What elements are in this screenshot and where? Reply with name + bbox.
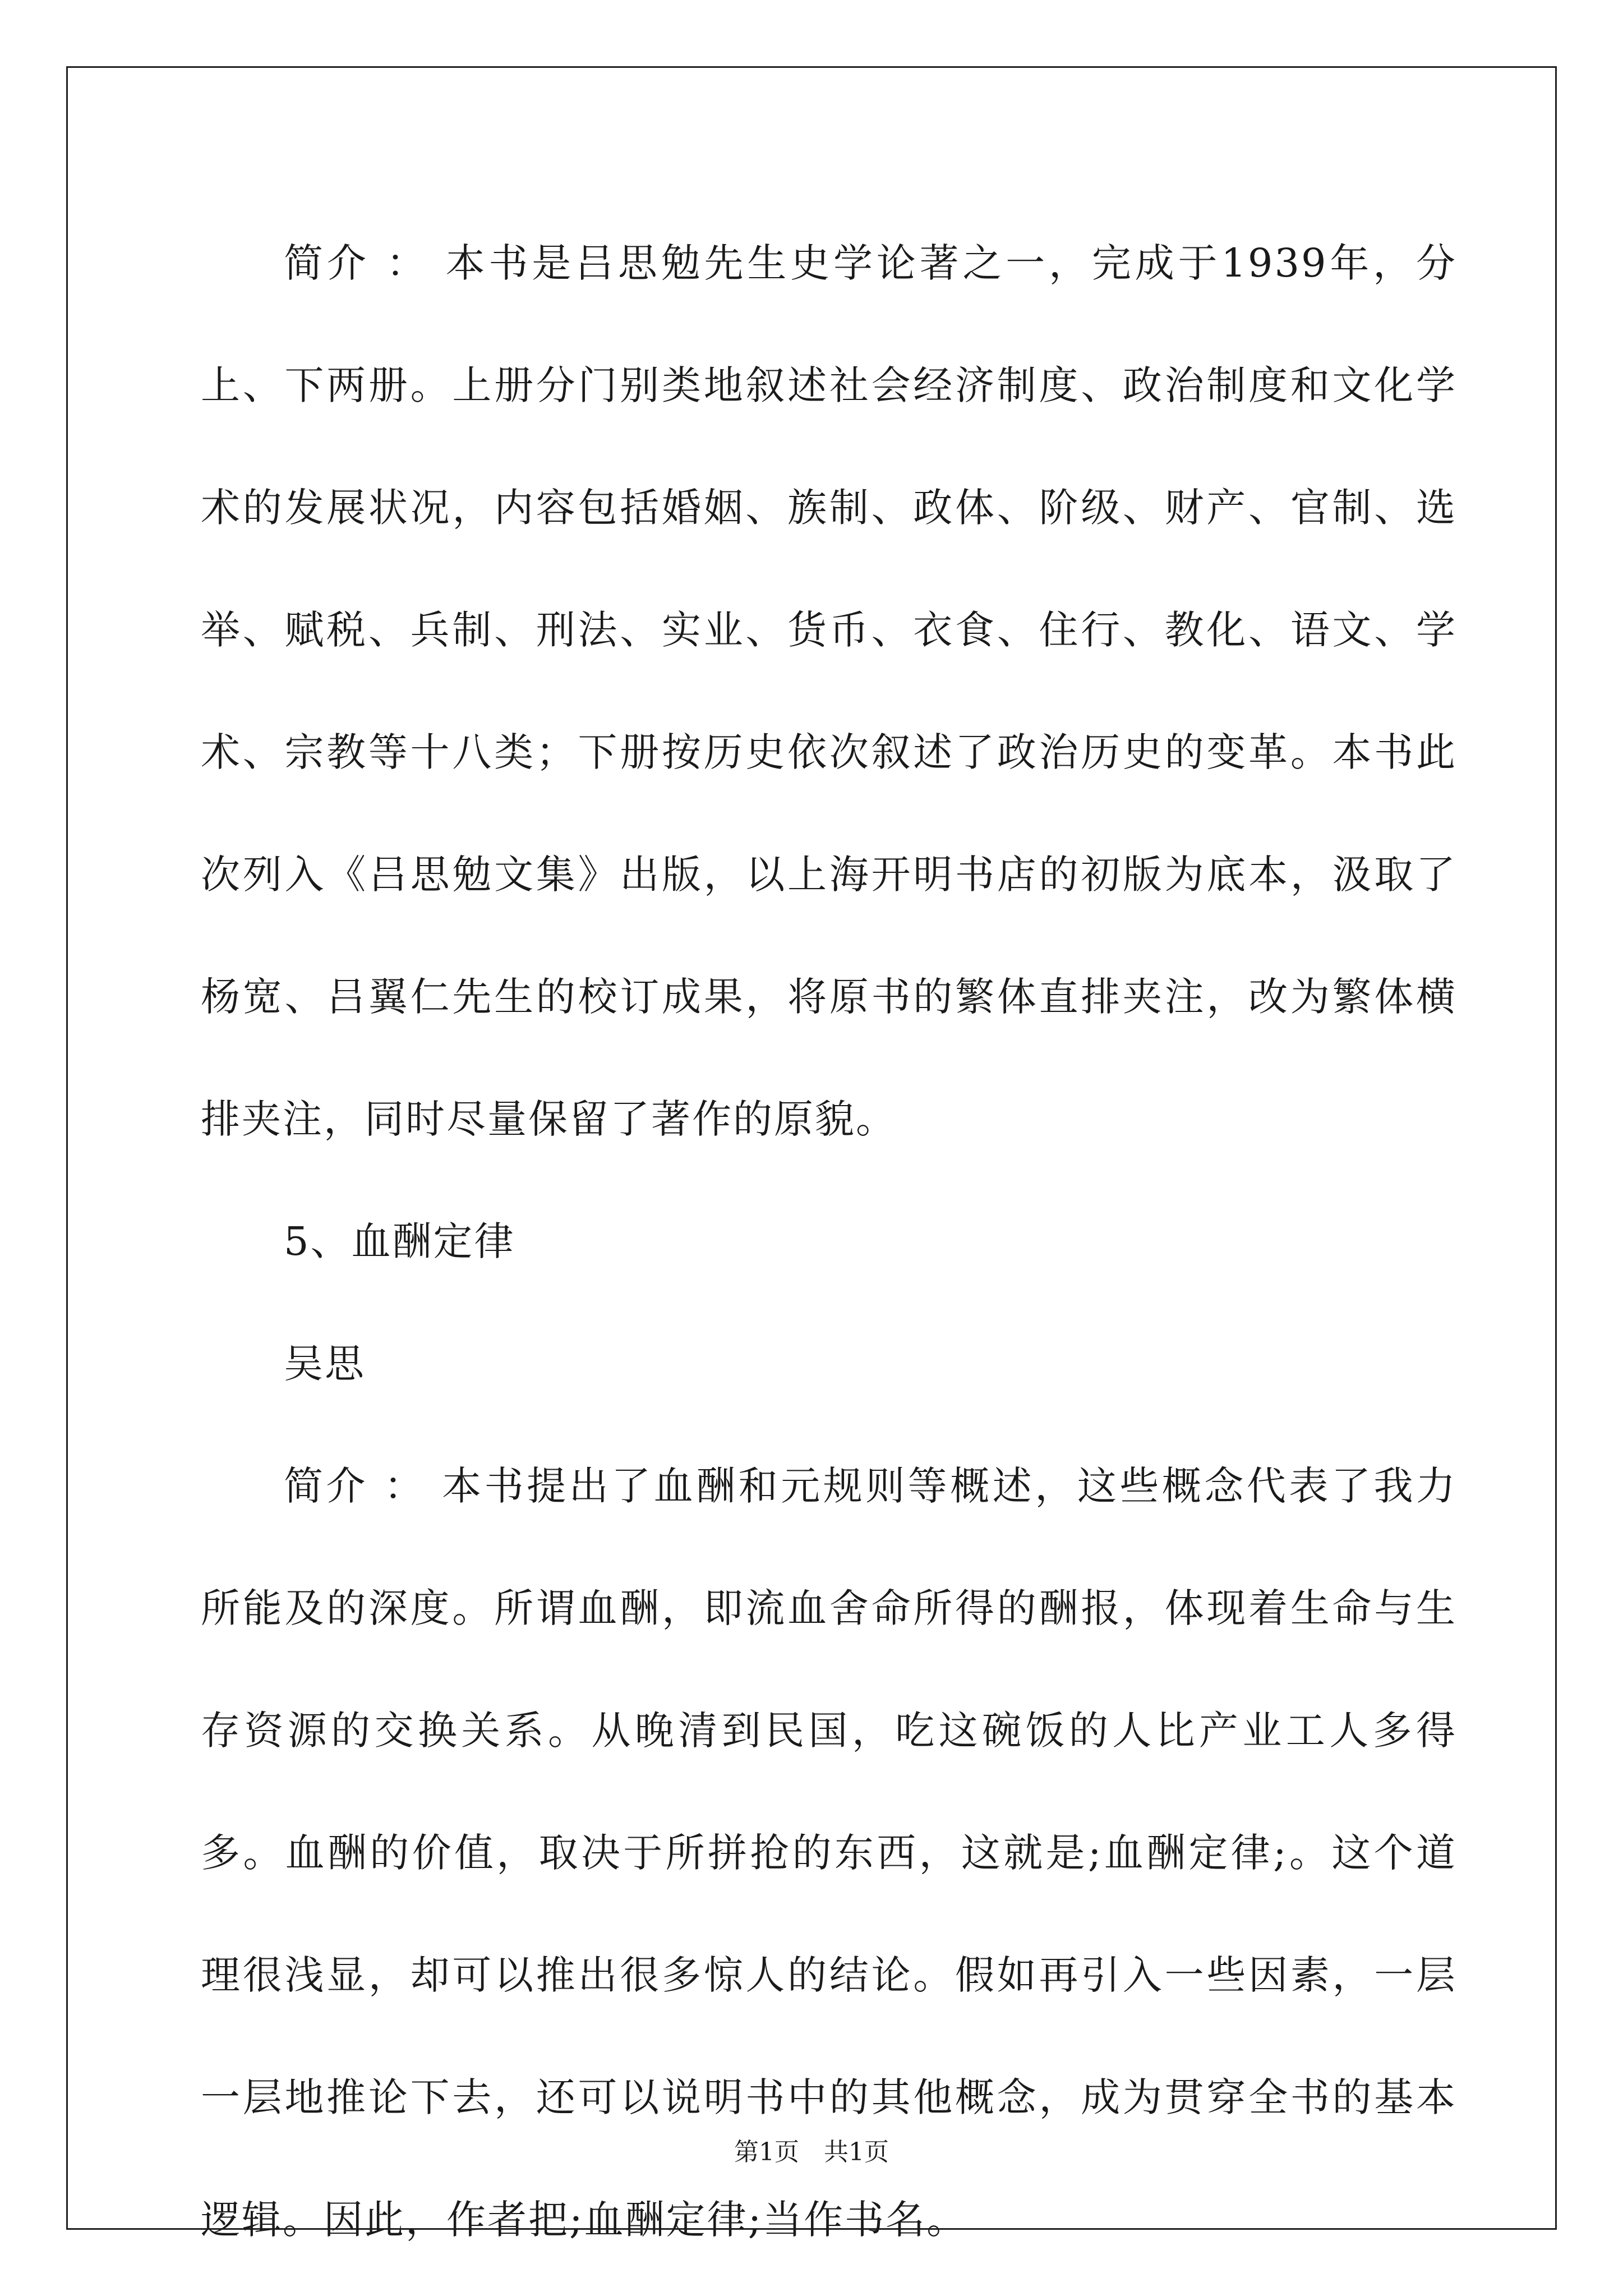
page-number: 第1页 bbox=[734, 2138, 799, 2166]
page-total: 共1页 bbox=[824, 2138, 889, 2166]
intro-paragraph-1: 简介 ： 本书是吕思勉先生史学论著之一，完成于1939年，分上、下两册。上册分门别类地叙述社会经济制度、政治制度和文化学术的发展状况，内容包括婚姻、族制、政体、阶级、财产、官制、选举、赋税、兵制、刑法、实业、货币、衣食、住行、教化、语文、学术、宗教等十八类；下册按历史依次叙述了政治历史的变革。本书此次列入《吕思勉文集》出版，以上海开明书店的初版为底本，汲取了杨宽、吕翼仁先生的校订成果，将原书的繁体直排夹注，改为繁体横排夹注，同时尽量保留了著作的原貌。 bbox=[201, 240, 1457, 1142]
section-heading: 5、血酬定律 bbox=[284, 1218, 515, 1264]
author-line: 吴思 bbox=[284, 1341, 366, 1387]
intro-paragraph-2: 简介 ： 本书提出了血酬和元规则等概述，这些概念代表了我力所能及的深度。所谓血酬，即流血舍命所得的酬报，体现着生命与生存资源的交换关系。从晚清到民国，吃这碗饭的人比产业工人多得多。血酬的价值，取决于所拼抢的东西，这就是;血酬定律;。这个道理很浅显，却可以推出很多惊人的结论。假如再引入一些因素，一层一层地推论下去，还可以说明书中的其他概念，成为贯穿全书的基本逻辑。因此，作者把;血酬定律;当作书名。 bbox=[201, 1463, 1457, 2243]
page-footer bbox=[0, 2132, 1623, 2168]
document-body bbox=[201, 202, 1457, 2281]
